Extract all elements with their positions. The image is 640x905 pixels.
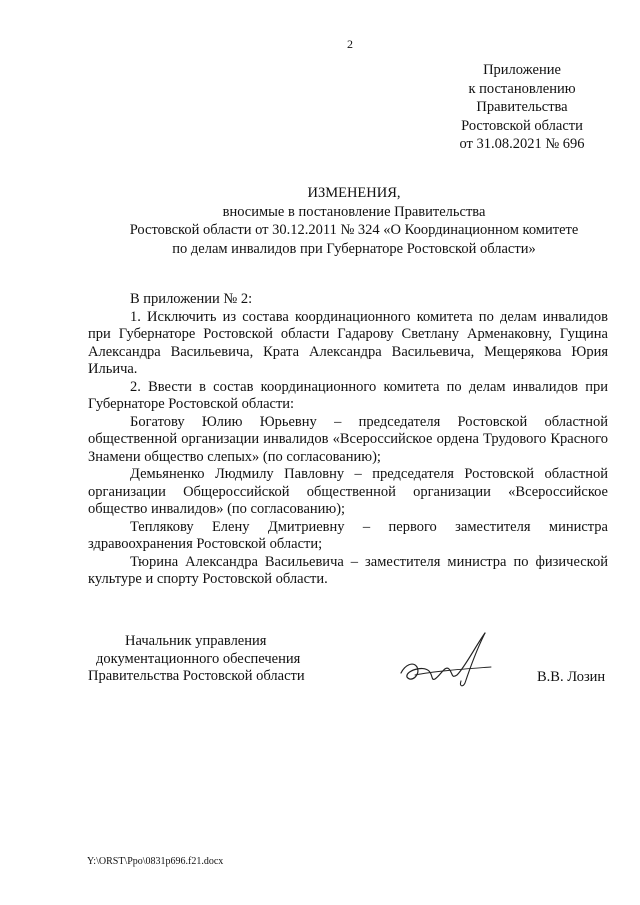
document-title: ИЗМЕНЕНИЯ, bbox=[307, 185, 401, 201]
document-body bbox=[88, 291, 608, 589]
appendix-line: от 31.08.2021 № 696 bbox=[459, 136, 585, 152]
heading-line: вносимые в постановление Правительства bbox=[222, 203, 486, 220]
heading-line: по делам инвалидов при Губернаторе Ростовской области» bbox=[172, 240, 536, 257]
appendix-line: Ростовской области bbox=[461, 117, 583, 134]
appendix-block bbox=[432, 61, 612, 154]
appendix-line: к постановлению bbox=[468, 80, 576, 97]
body-paragraph: 2. Ввести в состав координационного комитета по делам инвалидов при Губернаторе Ростовской области: bbox=[88, 378, 608, 412]
body-paragraph: В приложении № 2: bbox=[130, 291, 253, 307]
handwritten-signature bbox=[395, 625, 495, 695]
document-heading bbox=[60, 184, 640, 258]
body-paragraph: 1. Исключить из состава координационного комитета по делам инвалидов при Губернаторе Ростовской области Гадарову Светлану Арменаковну, Гущина Александра Васильевича, Крата Александра Васильевича, Мещерякова Юрия Ильича. bbox=[88, 308, 608, 377]
appendix-line: Правительства bbox=[476, 99, 568, 115]
body-paragraph: Богатову Юлию Юрьевну – председателя Ростовской областной общественной организации инвалидов «Всероссийское ордена Трудового Красного Знамени общество слепых» (по согласованию); bbox=[88, 413, 608, 465]
signatory-name: В.В. Лозин bbox=[537, 669, 606, 685]
body-paragraph: Теплякову Елену Дмитриевну – первого заместителя министра здравоохранения Ростовской области; bbox=[88, 518, 608, 552]
body-paragraph: Тюрина Александра Васильевича – заместителя министра по физической культуре и спорту Ростовской области. bbox=[88, 553, 608, 587]
page-number: 2 bbox=[347, 37, 353, 51]
signatory-position-line: документационного обеспечения bbox=[96, 650, 301, 667]
signatory-position bbox=[88, 633, 328, 686]
signatory-position-line: Начальник управления bbox=[125, 633, 267, 649]
body-paragraph: Демьяненко Людмилу Павловну – председателя Ростовской областной организации Общероссийской общественной организации «Всероссийское общество инвалидов» (по согласованию); bbox=[88, 466, 608, 517]
heading-line: Ростовской области от 30.12.2011 № 324 «О Координационном комитете bbox=[129, 222, 579, 238]
appendix-line: Приложение bbox=[483, 62, 561, 78]
signatory-position-line: Правительства Ростовской области bbox=[88, 668, 305, 684]
footer-file-path: Y:\ORST\Ppo\0831p696.f21.docx bbox=[87, 856, 224, 867]
